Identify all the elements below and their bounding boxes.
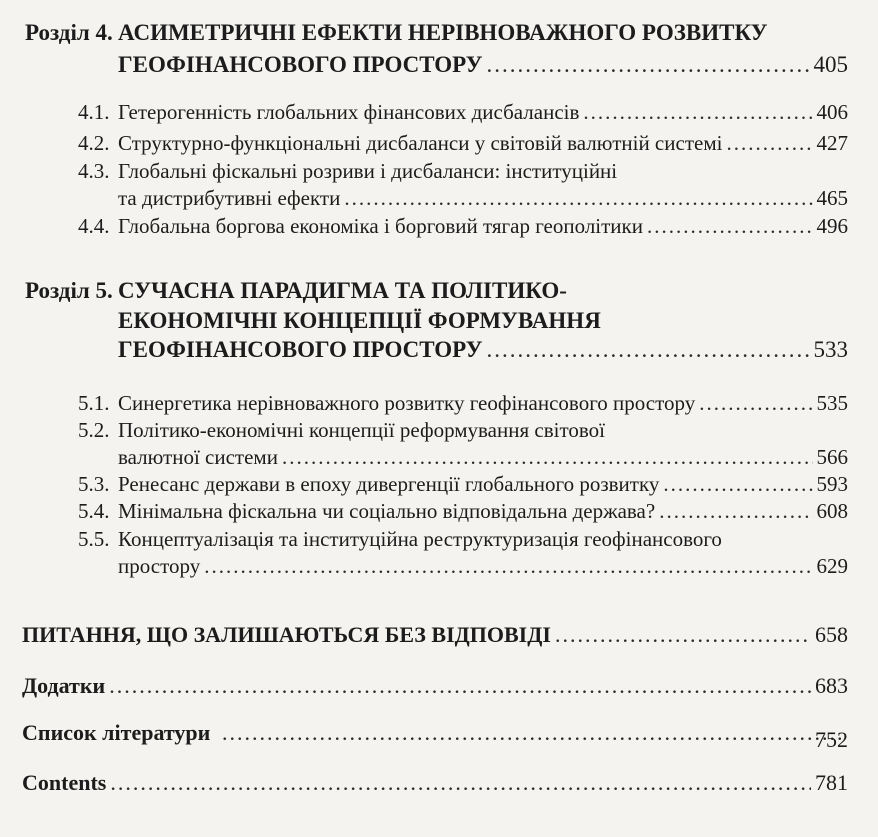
section-page: 535: [816, 391, 848, 415]
back-matter-title: Список літератури: [22, 720, 211, 745]
section-number: 5.4.: [78, 499, 110, 523]
chapter4-title-line2[interactable]: [0, 50, 878, 80]
chapter5-title-text-2: ЕКОНОМІЧНІ КОНЦЕПЦІЇ ФОРМУВАННЯ: [118, 308, 601, 333]
chapter4-page: 405: [813, 52, 848, 77]
section-title: Політико-економічні концепції реформування світової: [118, 418, 605, 442]
section-title: Глобальні фіскальні розриви і дисбаланси: інституційні: [118, 159, 618, 183]
dot-leader: [699, 388, 812, 418]
chapter5-title-text-1: СУЧАСНА ПАРАДИГМА ТА ПОЛІТИКО-: [118, 278, 567, 303]
toc-entry-4-3[interactable]: [0, 156, 878, 186]
toc-entry-5-2[interactable]: [0, 415, 878, 445]
chapter5-title-line2[interactable]: [0, 306, 878, 336]
toc-entry-5-2-cont[interactable]: [0, 442, 878, 472]
section-page: 593: [816, 472, 848, 496]
back-matter-title: Додатки: [22, 673, 106, 698]
section-page: 566: [816, 445, 848, 469]
section-title: Структурно-функціональні дисбаланси у світовій валютній системі: [118, 131, 723, 155]
section-number: 5.2.: [78, 418, 110, 442]
chapter5-title-line1[interactable]: [0, 276, 878, 306]
dot-leader: [487, 50, 810, 80]
chapter4-label: Розділ 4.: [25, 20, 113, 45]
section-title-cont: валютної системи: [118, 445, 278, 469]
toc-entry-5-3[interactable]: [0, 469, 878, 499]
dot-leader: [663, 469, 812, 499]
section-title: Ренесанс держави в епоху дивергенції глобального розвитку: [118, 472, 660, 496]
chapter4-title-text-1: АСИМЕТРИЧНІ ЕФЕКТИ НЕРІВНОВАЖНОГО РОЗВИТКУ: [118, 20, 768, 45]
toc-entry-contents[interactable]: [0, 768, 878, 798]
chapter5-title-text-3: ГЕОФІНАНСОВОГО ПРОСТОРУ: [118, 337, 483, 362]
toc-entry-5-5-cont[interactable]: [0, 551, 878, 581]
section-title-cont: простору: [118, 554, 201, 578]
section-number: 4.1.: [78, 100, 110, 124]
dot-leader: [659, 496, 812, 526]
toc-entry-references[interactable]: [0, 718, 878, 752]
section-number: 4.3.: [78, 159, 110, 183]
section-title: Мінімальна фіскальна чи соціально відповідальна держава?: [118, 499, 656, 523]
back-matter-page: 781: [815, 770, 848, 795]
section-page: 496: [816, 214, 848, 238]
back-matter-page: 683: [815, 673, 848, 698]
chapter5-page: 533: [813, 337, 848, 362]
section-page: 465: [816, 186, 848, 210]
dot-leader: [282, 442, 813, 472]
dot-leader: [726, 128, 812, 158]
dot-leader: [344, 183, 812, 213]
toc-entry-4-4[interactable]: [0, 211, 878, 241]
section-title-cont: та дистрибутивні ефекти: [118, 186, 341, 210]
section-page: 406: [816, 100, 848, 124]
dot-leader: [647, 211, 813, 241]
chapter4-title-text-2: ГЕОФІНАНСОВОГО ПРОСТОРУ: [118, 52, 483, 77]
dot-leader: [487, 335, 810, 365]
back-matter-page: 752: [815, 727, 848, 752]
section-number: 5.3.: [78, 472, 110, 496]
back-matter-page: 658: [815, 622, 848, 647]
toc-entry-4-1[interactable]: [0, 97, 878, 127]
toc-entry-5-1[interactable]: [0, 388, 878, 418]
section-title: Глобальна боргова економіка і борговий тягар геополітики: [118, 214, 643, 238]
section-page: 608: [816, 499, 848, 523]
dot-leader: [222, 718, 844, 748]
section-title: Концептуалізація та інституційна реструктуризація геофінансового: [118, 527, 722, 551]
toc-entry-4-2[interactable]: [0, 128, 878, 158]
toc-entry-4-3-cont[interactable]: [0, 183, 878, 213]
dot-leader: [110, 768, 811, 798]
section-number: 5.1.: [78, 391, 110, 415]
section-title: Гетерогенність глобальних фінансових дисбалансів: [118, 100, 580, 124]
section-number: 5.5.: [78, 527, 110, 551]
dot-leader: [204, 551, 812, 581]
chapter5-title-line3[interactable]: [0, 335, 878, 365]
dot-leader: [555, 620, 811, 650]
toc-entry-appendices[interactable]: [0, 671, 878, 701]
toc-entry-unanswered-questions[interactable]: [0, 620, 878, 650]
section-page: 629: [816, 554, 848, 578]
back-matter-title: ПИТАННЯ, ЩО ЗАЛИШАЮТЬСЯ БЕЗ ВІДПОВІДІ: [22, 622, 551, 647]
dot-leader: [109, 671, 811, 701]
section-number: 4.2.: [78, 131, 110, 155]
back-matter-title: Contents: [22, 770, 107, 795]
section-title: Синергетика нерівноважного розвитку геофінансового простору: [118, 391, 696, 415]
section-page: 427: [816, 131, 848, 155]
chapter4-title-line1[interactable]: [0, 18, 878, 48]
dot-leader: [583, 97, 812, 127]
section-number: 4.4.: [78, 214, 110, 238]
toc-entry-5-5[interactable]: [0, 524, 878, 554]
chapter5-label: Розділ 5.: [25, 278, 113, 303]
toc-entry-5-4[interactable]: [0, 496, 878, 526]
